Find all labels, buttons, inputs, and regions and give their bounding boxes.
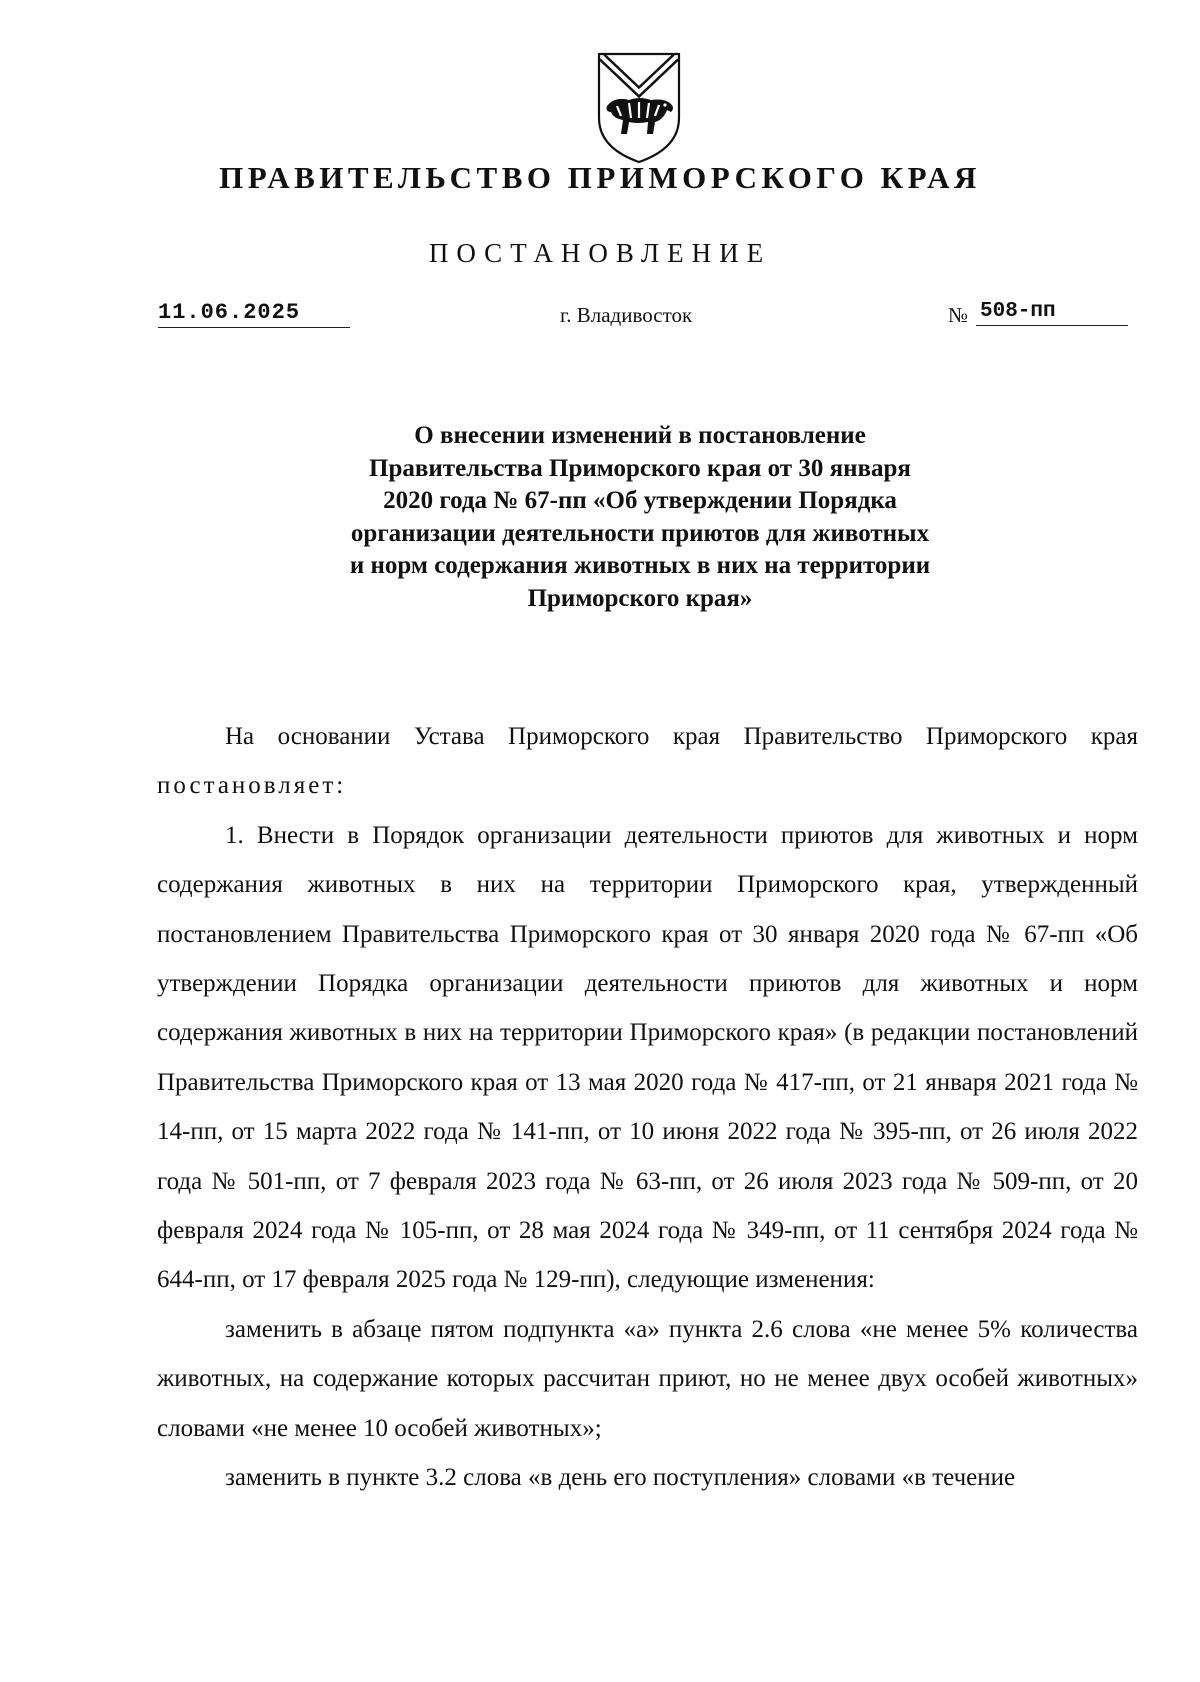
preamble-text: На основании Устава Приморского края Правительство Приморского края — [225, 723, 1138, 750]
change-2-paragraph: заменить в пункте 3.2 слова «в день его поступления» словами «в течение — [225, 1464, 1016, 1492]
document-number: 508-пп — [976, 300, 1128, 326]
coat-of-arms-tiger-icon — [593, 48, 685, 166]
preamble-paragraph — [157, 712, 1138, 811]
subject-line: Приморского края» — [527, 584, 753, 612]
change-1-paragraph: заменить в абзаце пятом подпункта «а» пункта 2.6 слова «не менее 5% количества животных, на содержание которых рассчитан приют, но не менее двух особей животных» словами «не менее 10 особей животных»; — [157, 1315, 1138, 1442]
document-type: ПОСТАНОВЛЕНИЕ — [428, 238, 772, 268]
document-body — [157, 712, 1138, 1503]
government-title: ПРАВИТЕЛЬСТВО ПРИМОРСКОГО КРАЯ — [219, 160, 981, 195]
coat-of-arms-emblem — [593, 48, 685, 166]
document-subject — [300, 420, 980, 615]
subject-line: Правительства Приморского края от 30 января — [369, 454, 911, 482]
item-1-paragraph: 1. Внести в Порядок организации деятельности приютов для животных и норм содержания животных в них на территории Приморского края, утвержденный постановлением Правительства Приморского края от 30 января 2020 года № 67-пп «Об утверждении Порядка организации деятельности приютов для животных и норм содержания животных в них на территории Приморского края» (в редакции постановлений Правительства Приморского края от 13 мая 2020 года № 417-пп, от 21 января 2021 года № 14-пп, от 15 марта 2022 года № 141-пп, от 10 июня 2022 года № 395-пп, от 26 июля 2022 года № 501-пп, от 7 февраля 2023 года № 63-пп, от 26 июля 2023 года № 509-пп, от 20 февраля 2024 года № 105-пп, от 28 мая 2024 года № 349-пп, от 11 сентября 2024 года № 644-пп, от 17 февраля 2025 года № 129-пп), следующие изменения: — [157, 821, 1138, 1294]
resolves-word: постановляет — [157, 772, 337, 800]
document-date: 11.06.2025 — [158, 300, 350, 328]
document-meta-row — [0, 300, 1200, 340]
subject-line: 2020 года № 67-пп «Об утверждении Порядка — [383, 487, 897, 514]
subject-line: организации деятельности приютов для животных — [350, 519, 930, 547]
preamble-colon: : — [336, 772, 344, 800]
subject-line: и норм содержания животных в них на территории — [349, 552, 931, 579]
document-number-sign: № — [948, 303, 969, 327]
document-city: г. Владивосток — [560, 303, 693, 327]
subject-line: О внесении изменений в постановление — [414, 422, 866, 449]
